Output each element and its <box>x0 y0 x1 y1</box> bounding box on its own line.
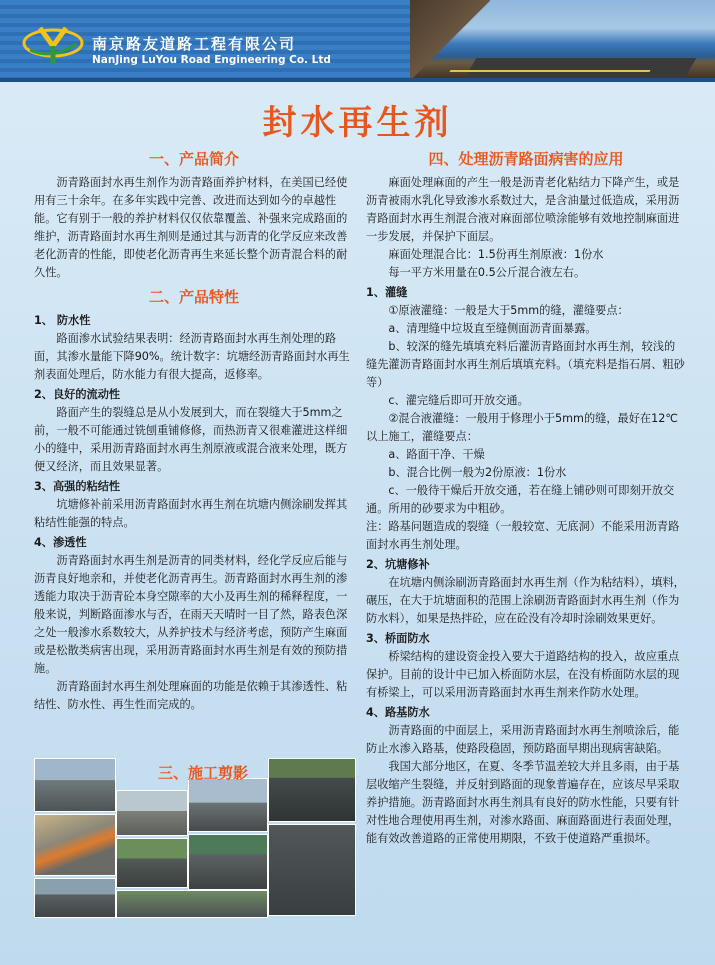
construction-photo <box>34 814 116 876</box>
intro-paragraph: 沥青路面封水再生剂作为沥青路面养护材料，在美国已经使用有三十余年。在多年实践中完善、改进而达到如今的卓越性能。它有别于一般的养护材料仅仅依靠覆盖、补强来完成路面的维护，沥青路面封水再生剂则是通过其与沥青的化学反应来改善老化沥青的性能，即使老化沥青再生来延长整个沥青混合料的耐久性。 <box>34 176 348 279</box>
company-name-cn: 南京路友道路工程有限公司 <box>92 35 297 53</box>
section-features-title: 二、产品特性 <box>148 288 239 306</box>
header-banner <box>0 0 715 80</box>
company-logo-icon <box>22 20 84 66</box>
app-item-text: 沥青路面的中面层上，采用沥青路面封水再生剂喷涂后，能防止水渗入路基，使路段稳固，预防路面早期出现病害缺陷。 <box>366 724 680 755</box>
note-text: 注：路基问题造成的裂缝（一般较宽、无底洞）不能采用沥青路面封水再生剂处理。 <box>366 520 680 551</box>
app-item-text: b、较深的缝先填填充料后灌沥青路面封水再生剂，较浅的缝先灌沥青路面封水再生剂后填填充料。（填充料是指石屑、粗砂等） <box>366 340 685 389</box>
feature-text: 沥青路面封水再生剂处理麻面的功能是依赖于其渗透性、粘结性、防水性、再生性而完成的。 <box>34 680 348 711</box>
road-shape <box>464 58 697 80</box>
app-item-text: a、路面干净、干燥 <box>388 448 485 461</box>
app-item-title: 4、路基防水 <box>366 706 430 719</box>
app-item-text: 我国大部分地区，在夏、冬季节温差较大并且多雨，由于基层收缩产生裂缝，并反射到路面的现象普遍存在，应该尽早采取养护措施。沥青路面封水再生剂具有良好的防水性能，只要有针对性地合理使用再生剂，对渗水路面、麻面路面进行表面处理，能有效改善道路的正常使用期限，不致于使道路严重损坏。 <box>366 760 680 845</box>
feature-title: 3、高强的粘结性 <box>34 480 121 493</box>
app-item-text: c、一般待干燥后开放交通，若在缝上铺砂则可即刻开放交通。所用的砂要求为中粗砂。 <box>366 484 675 515</box>
app-item-title: 2、坑塘修补 <box>366 558 430 571</box>
feature-title: 2、良好的流动性 <box>34 388 121 401</box>
road-line-shape <box>449 70 650 72</box>
construction-photo <box>116 790 188 836</box>
construction-photo <box>34 758 116 812</box>
app-item-text: b、混合比例一般为2份原液：1份水 <box>388 466 567 479</box>
feature-text: 路面产生的裂缝总是从小发展到大，而在裂缝大于5mm之前，一般不可能通过铣刨重铺修修，而热沥青又很难灌进这样细小的缝中，采用沥青路面封水再生剂原液或混合液来处理，既方便又经济，而且效果显著。 <box>34 406 348 473</box>
app-item-text: a、清理缝中垃圾直至缝侧面沥青面暴露。 <box>388 322 597 335</box>
construction-photo <box>116 838 188 888</box>
section-photos-title: 三、施工剪影 <box>158 764 249 782</box>
feature-text: 沥青路面封水再生剂是沥青的同类材料，经化学反应后能与沥青良好地亲和，并使老化沥青再生。沥青路面封水再生剂的渗透能力取决于沥青砼本身空隙率的大小及再生剂的稀释程度，一般来说，判断路面渗水与否，在雨天天晴时一目了然，路表色深之处一般渗水系数较大，从养护技术与经济考虑，预防产生麻面或是松散类病害出现，采用沥青路面封水再生剂是有效的预防措施。 <box>34 554 348 675</box>
app-item-text: 在坑塘内侧涂刷沥青路面封水再生剂（作为粘结料），填料，碾压，在大于坑塘面积的范围上涂刷沥青路面封水再生剂（作为防水料），如果是热拌砼，应在砼没有冷却时涂刷效果更好。 <box>366 576 685 625</box>
construction-photo <box>188 834 268 890</box>
app-item-title: 1、灌缝 <box>366 286 408 299</box>
feature-text: 坑塘修补前采用沥青路面封水再生剂在坑塘内侧涂刷发挥其粘结性能强的特点。 <box>34 498 348 529</box>
coast-road-photo <box>410 0 715 80</box>
section-intro-title: 一、产品简介 <box>148 150 239 168</box>
construction-photo <box>116 890 268 918</box>
header-divider <box>0 78 715 82</box>
right-column <box>366 150 686 848</box>
page-title: 封水再生剂 <box>262 103 453 143</box>
app-intro: 麻面处理麻面的产生一般是沥青老化粘结力下降产生，或是沥青被雨水乳化导致渗水系数过大，是含油量过低造成，采用沥青路面封水再生剂混合液对麻面部位喷涂能够有效地控制麻面进一步发展，并保护下面层。 <box>366 176 680 243</box>
app-item-text: c、灌完缝后即可开放交通。 <box>388 394 529 407</box>
left-column <box>34 150 354 714</box>
app-item-text: ②混合液灌缝：一般用于修理小于5mm的缝，最好在12℃以上施工，灌缝要点： <box>366 412 678 443</box>
construction-photo <box>268 824 356 916</box>
feature-title: 1、 防水性 <box>34 314 91 327</box>
app-item-text: 桥梁结构的建设资金投入要大于道路结构的投入，故应重点保护。目前的设计中已加入桥面防水层，在没有桥面防水层的现有桥梁上，可以采用沥青路面封水再生剂来作防水处理。 <box>366 650 680 699</box>
company-name-en: NanJing LuYou Road Engineering Co. Ltd <box>92 54 331 66</box>
usage-amount: 每一平方米用量在0.5公斤混合液左右。 <box>388 266 586 279</box>
construction-photo <box>34 878 116 918</box>
construction-photo <box>188 778 268 832</box>
app-item-text: ①原液灌缝：一般是大于5mm的缝，灌缝要点： <box>388 304 629 317</box>
section-applications-title: 四、处理沥青路面病害的应用 <box>428 150 624 168</box>
construction-photo <box>268 758 356 822</box>
app-item-title: 3、桥面防水 <box>366 632 430 645</box>
feature-text: 路面渗水试验结果表明：经沥青路面封水再生剂处理的路面，其渗水量能下降90%。统计数字：坑塘经沥青路面封水再生剂表面处理后，防水能力有很大提高，返修率。 <box>34 332 350 381</box>
feature-title: 4、渗透性 <box>34 536 87 549</box>
mix-ratio: 麻面处理混合比：1.5份再生剂原液：1份水 <box>388 248 604 261</box>
